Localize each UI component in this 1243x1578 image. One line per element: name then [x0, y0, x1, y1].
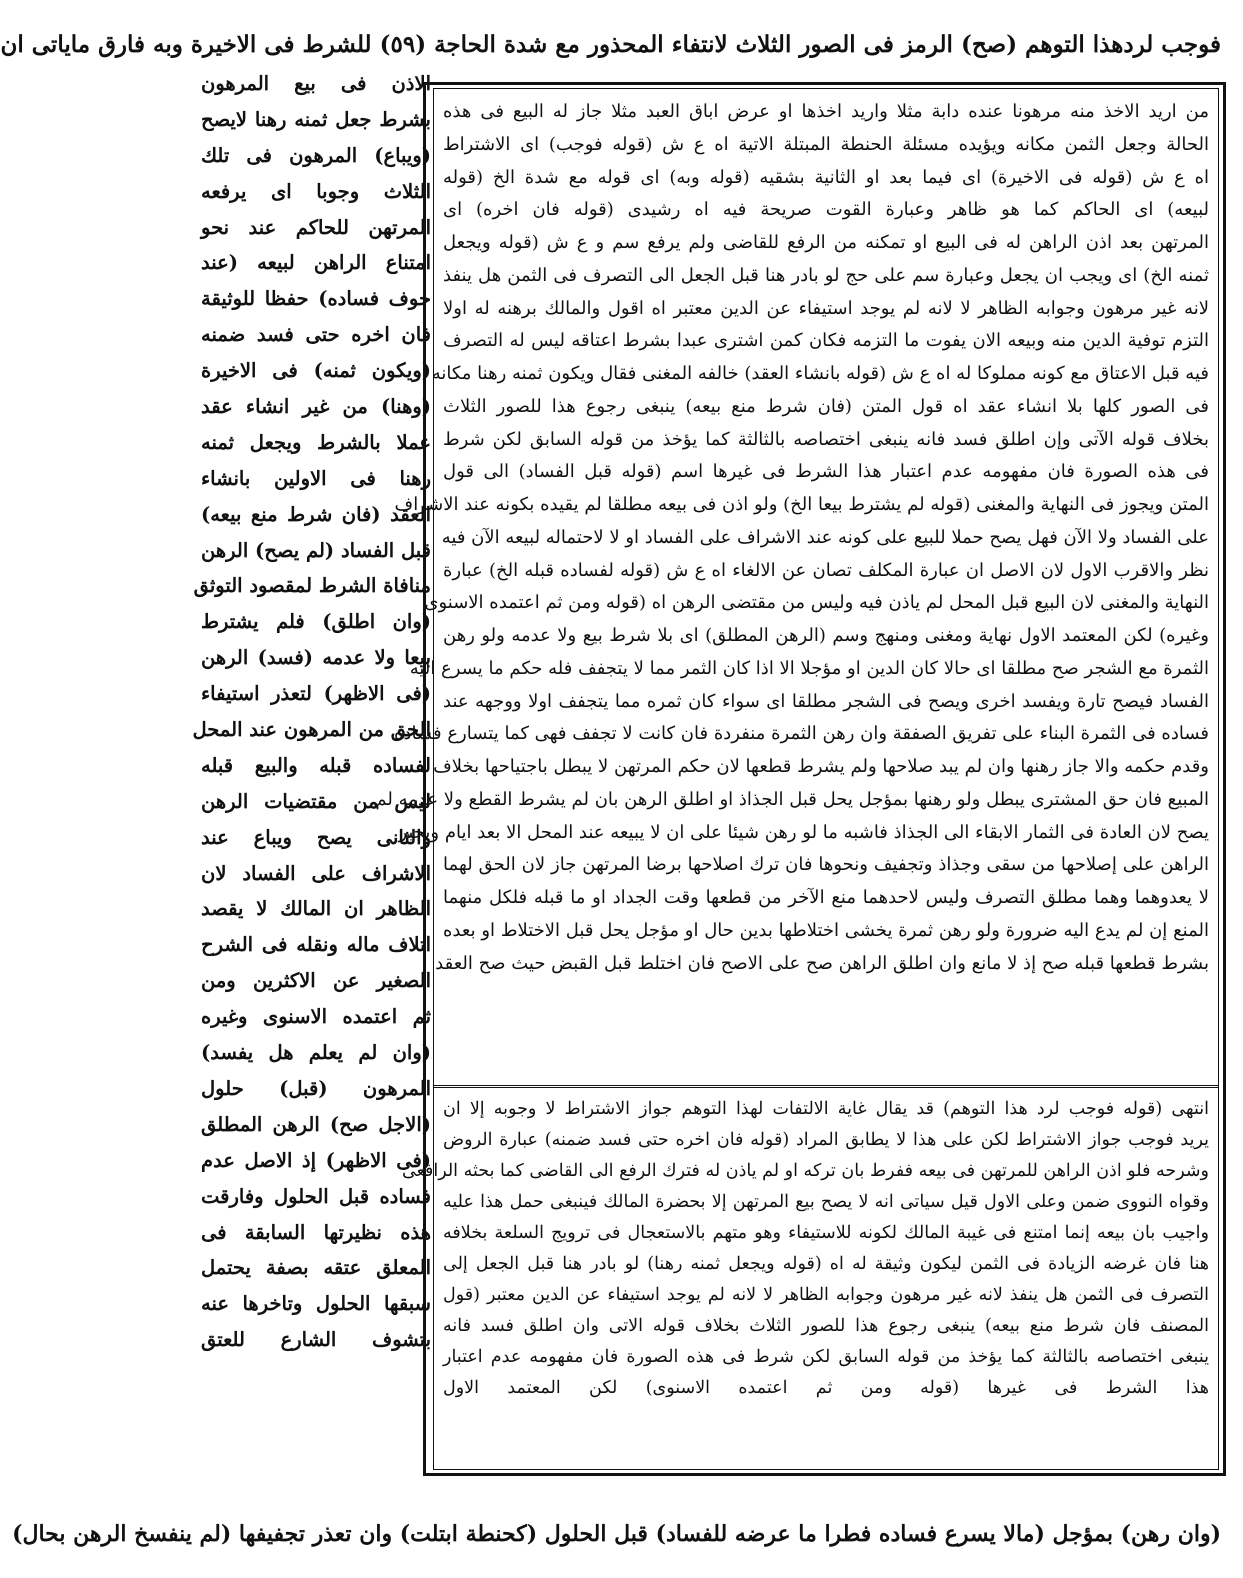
main-text-line: اتلاف ماله ونقله فى الشرح: [201, 933, 431, 957]
main-text-line: رهنا فى الاولين بانشاء: [201, 466, 431, 490]
main-text-line: (ويكون ثمنه) فى الاخيرة: [201, 359, 431, 383]
commentary-divider: [433, 1085, 1219, 1088]
main-text-line: المرتهن للحاكم عند نحو: [201, 215, 431, 239]
commentary-line: المرتهن بعد اذن الراهن له فى البيع او تمكنه من الرفع للقاضى ولم يرفع سم و ع ش (قوله ويجعل: [443, 232, 1209, 253]
commentary-line: فساده فى الثمرة البناء على تفريق الصفقة وان رهن الثمرة منفردة فان كانت لا تجفف فهى كما يتسارع فساده: [394, 723, 1209, 745]
main-text-line: الاشراف على الفساد لان: [201, 861, 431, 885]
main-text-line: ليس من مقتضيات الرهن: [201, 789, 431, 813]
commentary-line: المتن ويجوز فى النهاية والمغنى (قوله لم يشترط بيعا الخ) ولو اذن فى بيعه مطلقا لم يقيده بكونه عند الاشراف: [394, 494, 1209, 515]
main-text-line: (فى الاظهر) إذ الاصل عدم: [201, 1148, 431, 1172]
main-text-line: الظاهر ان المالك لا يقصد: [201, 897, 431, 921]
main-text-line: الحق من المرهون عند المحل: [192, 718, 431, 742]
commentary-line: يصح لان العادة فى الثمار الابقاء الى الجذاذ فاشبه ما لو رهن شيئا على ان لا يبيعه عند المحل الا بعد ايام ويجبر: [398, 821, 1209, 843]
upper-commentary: [375, 96, 1209, 1080]
commentary-line: نظر والاقرب الاول لان الاصل ان عبارة المكلف تصان عن الالغاء اه ع ش (قوله لفساده قبله الخ) عبارة: [443, 559, 1209, 581]
main-text-line: (وهنا) من غير انشاء عقد: [201, 395, 431, 419]
commentary-line: النهاية والمغنى لان البيع قبل المحل لم ياذن فيه وليس من مقتضى الرهن اه (قوله ومن ثم اعتمده الاسنوى: [424, 592, 1209, 614]
commentary-line: المنع إن لم يدع اليه ضرورة ولو رهن ثمرة يخشى اختلاطها بدين حال او مؤجل يحل قبل الاختلاط او بعده: [443, 919, 1209, 941]
commentary-line: وغيره) لكن المعتمد الاول نهاية ومغنى ومنهج وسم (الرهن المطلق) اى بلا شرط بيع ولا عدمه ولو رهن: [443, 625, 1209, 646]
commentary-line: الثمرة مع الشجر صح مطلقا اى حالا كان الدين او مؤجلا الا اذا كان الثمر مما لا يتجفف فله حكم ما يسرع اليه: [409, 657, 1209, 679]
page-footer: (وان رهن) بمؤجل (مالا يسرع فساده فطرا ما عرضه للفساد) قبل الحلول (كحنطة ابتلت) وان تعذر تجفيفها (لم ينفسخ الرهن بحال): [12, 1521, 1221, 1547]
main-text-line: بتشوف الشارع للعتق: [201, 1328, 431, 1352]
main-text-line: الصغير عن الاكثرين ومن: [201, 969, 431, 993]
commentary-line: ينبغى اختصاصه بالثالثة كما يؤخذ من قوله السابق لكن شرط فى هذه الصورة فان مفهومه عدم اعتبار: [443, 1347, 1209, 1367]
main-text-line: هذه نظيرتها السابقة فى: [201, 1220, 431, 1244]
commentary-line: فى هذه الصورة فان مفهومه عدم اعتبار هذا الشرط فى غيرها اسم (قوله قبل الفساد) الى قول: [443, 461, 1209, 483]
commentary-line: اه ع ش (قوله فى الاخيرة) اى فيما بعد او الثانية بشقيه (قوله وبه) اى قوله مع شدة الخ (قوله: [443, 166, 1209, 188]
commentary-line: بخلاف قوله الآتى وإن اطلق فسد فانه ينبغى اختصاصه بالثالثة كما يؤخذ من قوله السابق لكن شرط: [443, 428, 1209, 450]
commentary-line: هذا الشرط فى غيرها (قوله ومن ثم اعتمده الاسنوى) لكن المعتمد الاول: [443, 1378, 1209, 1398]
main-text-line: الثلاث وجوبا اى يرفعه: [201, 179, 431, 203]
commentary-line: لبيعه) اى الحاكم كما هو ظاهر وعبارة القوت صريحة فيه اه رشيدى (قوله فان اخره) اى: [443, 199, 1209, 221]
commentary-line: ثمنه الخ) اى ويجب ان يجعل وعبارة سم على حج لو بادر هنا قبل الجعل الى التصرف فى الثمن هل ينفذ: [443, 264, 1209, 286]
main-text-line: فان اخره حتى فسد ضمنه: [201, 323, 431, 347]
commentary-line: فى الصور كلها بلا انشاء عقد اه قول المتن (فان شرط منع بيعه) ينبغى رجوع هذا للصور الثلاث: [443, 395, 1209, 417]
commentary-line: من اريد الاخذ منه مرهونا عنده دابة مثلا واريد اخذها او عرض اباق العبد مثلا جاز له البيع فى هذه: [443, 101, 1209, 122]
main-text-line: لفساده قبله والبيع قبله: [201, 753, 431, 777]
main-text-line: والثانى يصح ويباع عند: [201, 825, 431, 849]
main-text-line: سبقها الحلول وتاخرها عنه: [201, 1292, 431, 1316]
page-header: فوجب لردهذا التوهم (صح) الرمز فى الصور الثلاث لانتفاء المحذور مع شدة الحاجة (٥٩) للشرط فى الاخيرة وبه فارق ماياتى ان: [0, 31, 1221, 58]
main-text-line: (الاجل صح) الرهن المطلق: [201, 1112, 431, 1136]
main-text-line: امتناع الراهن لبيعه (عند: [201, 251, 431, 275]
main-text-line: بيعا ولا عدمه (فسد) الرهن: [201, 646, 431, 670]
main-text-line: (فى الاظهر) لتعذر استيفاء: [201, 682, 431, 706]
commentary-line: بشرط قطعها قبله صح إذ لا مانع وان اطلق الراهن صح على الاصح فان اختلط قبل القبض حيث صح العقد: [435, 952, 1209, 974]
main-text-line: بشرط جعل ثمنه رهنا لايصح: [201, 107, 431, 131]
main-text-line: فساده قبل الحلول وفارقت: [201, 1184, 431, 1208]
commentary-line: لا يعدوهما وهما مطلق التصرف وليس لاحدهما منع الآخر من قطعها وقت الجداد او ما قبله فلكل منهما: [443, 887, 1209, 908]
commentary-line: على الفساد ولا الآن فهل يصح حملا للبيع على كونه عند الاشراف على الفساد او لا لاحتماله لبيعه الآن فيه: [441, 526, 1209, 548]
main-text-line: (وان لم يعلم هل يفسد): [201, 1041, 431, 1065]
commentary-line: لانه غير مرهون وجوابه الظاهر لا لانه لم يوجد استيفاء عن الدين معتبر اه اقول والمالك برهنه له اولا: [443, 297, 1209, 319]
main-text-line: (ويباع) المرهون فى تلك: [201, 143, 431, 167]
commentary-line: التزم توفية الدين منه وبيعه الان يفوت ما التزمه فكان كمن اشترى عبدا بشرط اعتاقه ليس له التصرف: [443, 330, 1209, 352]
commentary-line: هنا فان غرضه الزيادة فى الثمن ليكون وثيقة له اه (قوله ويجعل ثمنه رهنا) لو بادر هنا قبل الجعل إلى: [443, 1254, 1209, 1274]
main-text-line: خوف فساده) حفظا للوثيقة: [201, 287, 431, 311]
main-text-line: منافاة الشرط لمقصود التوثق: [193, 574, 431, 598]
main-text-line: المرهون (قبل) حلول: [201, 1076, 431, 1100]
main-text-line: (وان اطلق) فلم يشترط: [201, 610, 431, 634]
main-text-line: عملا بالشرط ويجعل ثمنه: [201, 430, 431, 454]
main-text-line: ثم اعتمده الاسنوى وغيره: [201, 1005, 431, 1029]
commentary-line: التصرف فى الثمن هل ينفذ لانه غير مرهون وجوابه الظاهر لا لانه لم يوجد استيفاء عن الدين معتبر (قول: [443, 1285, 1209, 1305]
commentary-line: وشرحه فلو اذن الراهن للمرتهن فى بيعه ففرط بان تركه او لم ياذن له فترك الرفع الى القاضى كما بحثه الرافعى: [401, 1161, 1209, 1181]
main-text-line: المعلق عتقه بصفة يحتمل: [201, 1256, 431, 1280]
commentary-line: المبيع فان حق المشترى يبطل ولو رهنها بمؤجل يحل قبل الجذاذ او اطلق الرهن بان لم يشرط القطع ولا عدمه لم: [375, 788, 1209, 810]
commentary-line: الحالة وجعل الثمن مكانه ويؤيده مسئلة الحنطة المبتلة الاتية اه ع ش (قوله فوجب) اى الاشتراط: [443, 133, 1209, 155]
commentary-line: الراهن على إصلاحها من سقى وجذاذ وتجفيف ونحوها فان ترك اصلاحها برضا المرتهن جاز لان الحق لهما: [443, 854, 1209, 876]
main-text-line: قبل الفساد (لم يصح) الرهن: [201, 538, 431, 562]
main-text-line: الاذن فى بيع المرهون: [201, 72, 431, 95]
commentary-line: فيه قبل الاعتاق مع كونه مملوكا له اه ع ش (قوله بانشاء العقد) خالفه المغنى فقال ويكون ثمنه رهنا مكانه: [431, 363, 1209, 384]
commentary-line: يريد فوجب جواز الاشتراط لكن على هذا لا يطابق المراد (قوله فان اخره حتى فسد ضمنه) عبارة الروض: [443, 1130, 1209, 1150]
commentary-line: انتهى (قوله فوجب لرد هذا التوهم) قد يقال غاية الالتفات لهذا التوهم جواز الاشتراط لا وجوبه إلا ان: [443, 1099, 1209, 1119]
commentary-line: المصنف فان شرط منع بيعه) ينبغى رجوع هذا للصور الثلاث بخلاف قوله الاتى وان اطلق فسد فانه: [443, 1316, 1209, 1336]
commentary-line: واجيب بان بيعه إنما امتنع فى غيبة المالك لكونه للاستيفاء وهو متهم بالاستعجال فى ترويج السلعة بخلافه: [443, 1223, 1209, 1243]
commentary-line: وقدم حكمه والا جاز رهنها وان لم يبد صلاحها ولم يشرط قطعها لان حكم المرتهن لا يبطل باجتياحها بخلاف: [433, 756, 1209, 777]
main-text-line: العقد (فان شرط منع بيعه): [201, 502, 431, 526]
lower-commentary: [401, 1094, 1209, 1464]
commentary-line: الفساد فيصح تارة ويفسد اخرى ويصح فى الشجر مطلقا اى سواء كان ثمره مما يتجفف اولا ووجهه عند: [443, 690, 1209, 712]
commentary-line: وقواه النووى ضمن وعلى الاول قيل سياتى انه لا يصح بيع المرتهن إلا بحضرة المالك فينبغى حمل هذا عليه: [443, 1192, 1209, 1212]
